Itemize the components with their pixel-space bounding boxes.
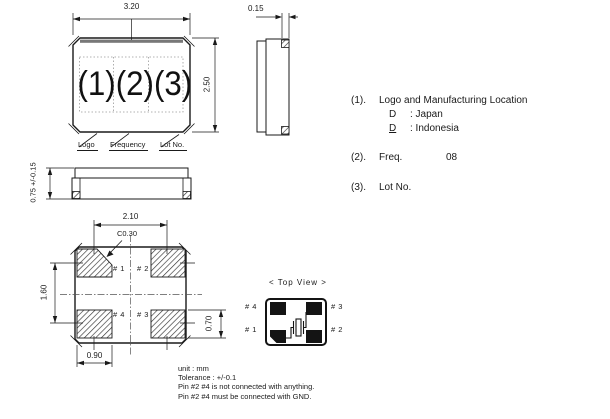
bottom-view-pad-2-label: # 2: [137, 264, 149, 273]
legend-item3-number: (3).: [351, 182, 366, 193]
top-view-pad-2-label: # 2: [331, 325, 343, 334]
marking-frequency-placeholder: (2): [115, 65, 154, 103]
package-thickness-dimension: 0.75 +/-0.15: [28, 162, 38, 203]
legend-item3-label: Lot No.: [379, 182, 412, 193]
front-height-dimension: 2.50: [202, 76, 212, 93]
top-view-pad-1-label: # 1: [245, 325, 257, 334]
footnotes: [178, 364, 314, 401]
pad-width-dimension: 0.90: [86, 351, 103, 360]
legend-item2-value: 08: [446, 152, 458, 163]
marking-lot-placeholder: (3): [153, 65, 193, 103]
top-view-pad-3-label: # 3: [331, 302, 343, 311]
pad-pitch-y-dimension: 1.60: [39, 284, 49, 301]
side-view-linework: [240, 0, 310, 150]
note-pin-gnd: Pin #2 #4 must be connected with GND.: [178, 391, 312, 401]
note-tolerance: Tolerance : +/-0.1: [178, 373, 237, 383]
bottom-view-pad-3-label: # 3: [137, 310, 149, 319]
bottom-view-pad-4-label: # 4: [113, 310, 125, 319]
package-markings: [77, 62, 193, 106]
front-width-dimension: 3.20: [123, 2, 140, 11]
note-pin-nc: Pin #2 #4 is not connected with anything.: [178, 382, 315, 392]
note-unit: unit : mm: [178, 364, 209, 373]
marking-logo-placeholder: (1): [77, 65, 116, 103]
legend-item2-number: (2).: [351, 152, 366, 163]
legend-japan-code: D: [389, 109, 397, 120]
castellation-depth-dimension: 0.15: [248, 4, 264, 13]
legend-indonesia-desc: : Indonesia: [410, 123, 459, 134]
logo-leader-label: Logo: [77, 140, 98, 151]
legend-indonesia-code: D: [389, 123, 397, 134]
legend-item2-label: Freq.: [379, 152, 403, 163]
chamfer-dimension: C0.30: [117, 229, 138, 238]
lot-no-leader-label: Lot No.: [159, 140, 187, 151]
legend-item1-number: (1).: [351, 95, 366, 106]
top-view-pad-4-label: # 4: [245, 302, 257, 311]
pad-pitch-x-dimension: 2.10: [122, 212, 139, 221]
legend-japan-desc: : Japan: [410, 109, 443, 120]
frequency-leader-label: Frequency: [109, 140, 148, 151]
pad-height-dimension: 0.70: [204, 315, 214, 332]
legend-item1-text: Logo and Manufacturing Location: [379, 95, 528, 106]
top-view-title: < Top View >: [269, 278, 327, 287]
bottom-view-pad-1-label: # 1: [113, 264, 125, 273]
